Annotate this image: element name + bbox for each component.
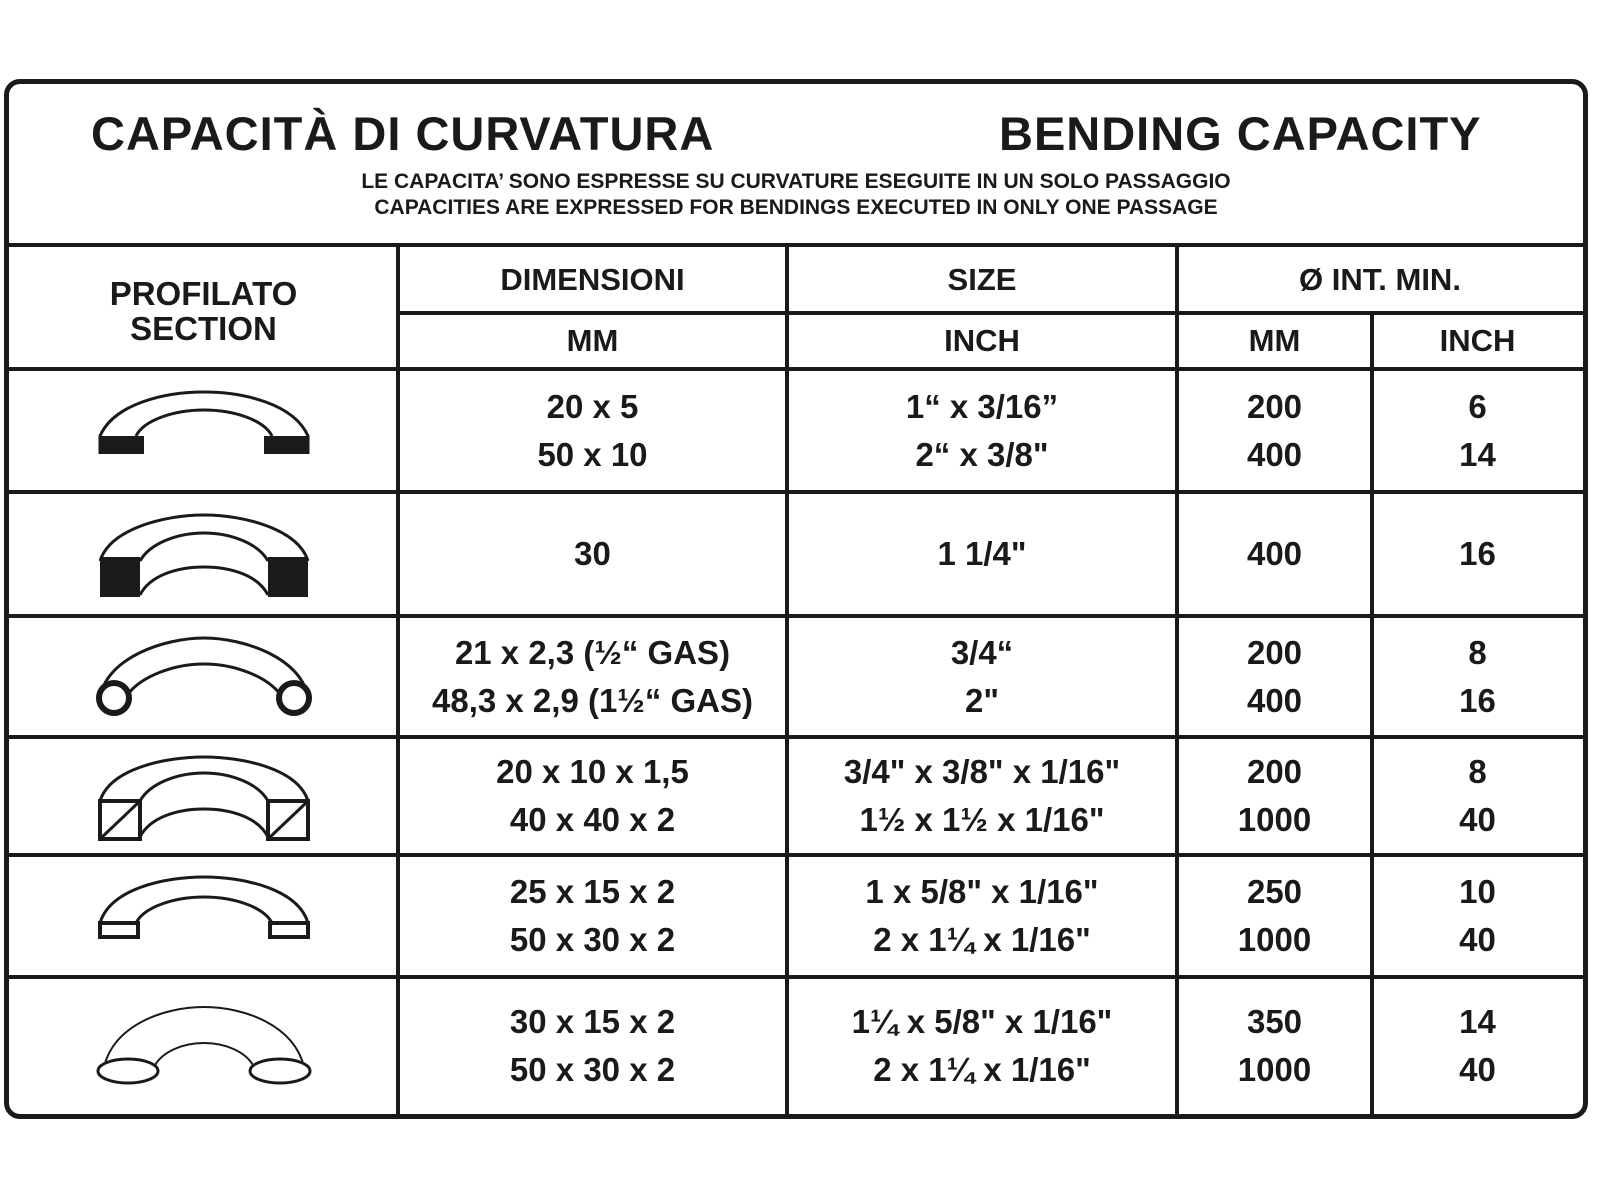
diameter-inch-cell-line: 16 [1459,535,1496,572]
oval-tube-icon [94,1001,314,1091]
size-inch-cell-line: 2 x 1¼ x 1/16" [873,921,1091,958]
dimensions-column-header: DIMENSIONI [500,262,685,297]
size-inch-cell [787,369,1177,492]
dimensions-mm-cell-line: 20 x 10 x 1,5 [496,753,689,790]
size-inch-cell [787,737,1177,855]
dimensions-mm-cell [398,492,787,616]
min-diameter-column-header: Ø INT. MIN. [1299,262,1461,297]
size-inch-cell-line: 2" [965,681,999,719]
size-inch-cell-line: 1 x 5/8" x 1/16" [865,873,1099,910]
size-inch-cell [787,492,1177,616]
dimensions-mm-cell-line: 40 x 40 x 2 [509,801,676,838]
diameter-mm-cell-line: 1000 [1237,801,1312,838]
profile-cell [9,855,398,977]
diameter-mm-cell-line: 350 [1246,1003,1303,1040]
profile-cell [9,616,398,737]
size-inch-cell [787,855,1177,977]
dimensions-mm-cell [398,977,787,1115]
diameter-mm-cell-line: 400 [1246,435,1303,473]
rectangular-tube-icon [94,871,314,961]
square-tube-icon [94,751,314,841]
diameter-mm-cell [1177,737,1372,855]
title-english: BENDING CAPACITY [999,107,1482,160]
size-inch-cell [787,977,1177,1115]
diameter-inch-cell [1372,855,1583,977]
dimensions-mm-cell [398,616,787,737]
dimensions-mm-cell-line: 30 [574,535,611,572]
diameter-inch-cell [1372,616,1583,737]
dimensions-mm-cell [398,855,787,977]
diameter-mm-cell [1177,369,1372,492]
flat-bar-icon [94,386,314,476]
diameter-inch-cell-line: 40 [1459,801,1496,838]
diameter-inch-cell [1372,492,1583,616]
diameter-mm-cell [1177,492,1372,616]
dimensions-unit-mm: MM [566,323,619,358]
diameter-mm-cell-line: 1000 [1237,921,1312,958]
bending-capacity-table [4,79,1588,1119]
diameter-inch-cell [1372,369,1583,492]
dimensions-mm-cell-line: 21 x 2,3 (½“ GAS) [454,633,731,671]
dimensions-mm-cell-line: 50 x 30 x 2 [509,1051,676,1088]
diameter-mm-cell-line: 200 [1246,633,1303,671]
size-inch-cell-line: 3/4" x 3/8" x 1/16" [843,753,1121,790]
dimensions-mm-cell-line: 50 x 30 x 2 [509,921,676,958]
capacity-grid [9,247,1583,1115]
size-column-header: SIZE [947,262,1017,297]
diameter-inch-cell-line: 14 [1459,435,1496,473]
title-italian: CAPACITÀ DI CURVATURA [91,107,715,160]
diameter-mm-cell-line: 400 [1246,535,1303,572]
diameter-mm-cell [1177,977,1372,1115]
profile-cell [9,737,398,855]
dimensions-mm-cell-line: 20 x 5 [546,387,639,425]
diameter-inch-cell-line: 14 [1459,1003,1496,1040]
profile-cell [9,492,398,616]
dimensions-mm-cell [398,369,787,492]
size-unit-inch: INCH [944,323,1020,358]
diameter-inch-cell-line: 8 [1468,753,1487,790]
diameter-inch-cell-line: 8 [1468,633,1487,671]
subtitle-english: CAPACITIES ARE EXPRESSED FOR BENDINGS EXECUTED IN ONLY ONE PASSAGE [374,196,1218,219]
diameter-mm-cell [1177,616,1372,737]
diameter-inch-cell-line: 40 [1459,921,1496,958]
diameter-unit-inch: INCH [1439,323,1516,358]
subtitle-italian: LE CAPACITA’ SONO ESPRESSE SU CURVATURE ESEGUITE IN UN SOLO PASSAGGIO [361,170,1231,193]
square-bar-icon [94,509,314,599]
dimensions-mm-cell-line: 50 x 10 [537,435,648,473]
size-inch-cell-line: 1“ x 3/16” [905,387,1059,425]
diameter-inch-cell [1372,977,1583,1115]
table-header [9,84,1583,247]
section-column-header [9,247,398,369]
diameter-mm-cell-line: 1000 [1237,1051,1312,1088]
dimensions-mm-cell-line: 48,3 x 2,9 (1½“ GAS) [432,681,753,719]
round-tube-icon [94,632,314,722]
diameter-mm-cell-line: 200 [1246,753,1303,790]
diameter-inch-cell-line: 16 [1459,681,1496,719]
diameter-inch-cell [1372,737,1583,855]
diameter-mm-cell-line: 200 [1246,387,1303,425]
diameter-mm-cell [1177,855,1372,977]
size-inch-cell-line: 1¼ x 5/8" x 1/16" [851,1003,1113,1040]
profile-cell [9,369,398,492]
size-inch-cell-line: 3/4“ [950,633,1014,671]
section-header-italian: PROFILATO [109,275,298,312]
size-inch-cell-line: 1 1/4" [937,535,1027,572]
dimensions-mm-cell-line: 25 x 15 x 2 [509,873,676,910]
diameter-inch-cell-line: 40 [1459,1051,1496,1088]
diameter-unit-mm: MM [1248,323,1301,358]
dimensions-mm-cell [398,737,787,855]
diameter-inch-cell-line: 6 [1468,387,1487,425]
diameter-mm-cell-line: 250 [1246,873,1303,910]
diameter-mm-cell-line: 400 [1246,681,1303,719]
divider-horizontal [398,311,1583,315]
section-header-english: SECTION [130,310,277,347]
dimensions-mm-cell-line: 30 x 15 x 2 [509,1003,676,1040]
diameter-inch-cell-line: 10 [1459,873,1496,910]
size-inch-cell-line: 2 x 1¼ x 1/16" [873,1051,1091,1088]
profile-cell [9,977,398,1115]
size-inch-cell-line: 2“ x 3/8" [915,435,1049,473]
size-inch-cell-line: 1½ x 1½ x 1/16" [859,801,1105,838]
size-inch-cell [787,616,1177,737]
